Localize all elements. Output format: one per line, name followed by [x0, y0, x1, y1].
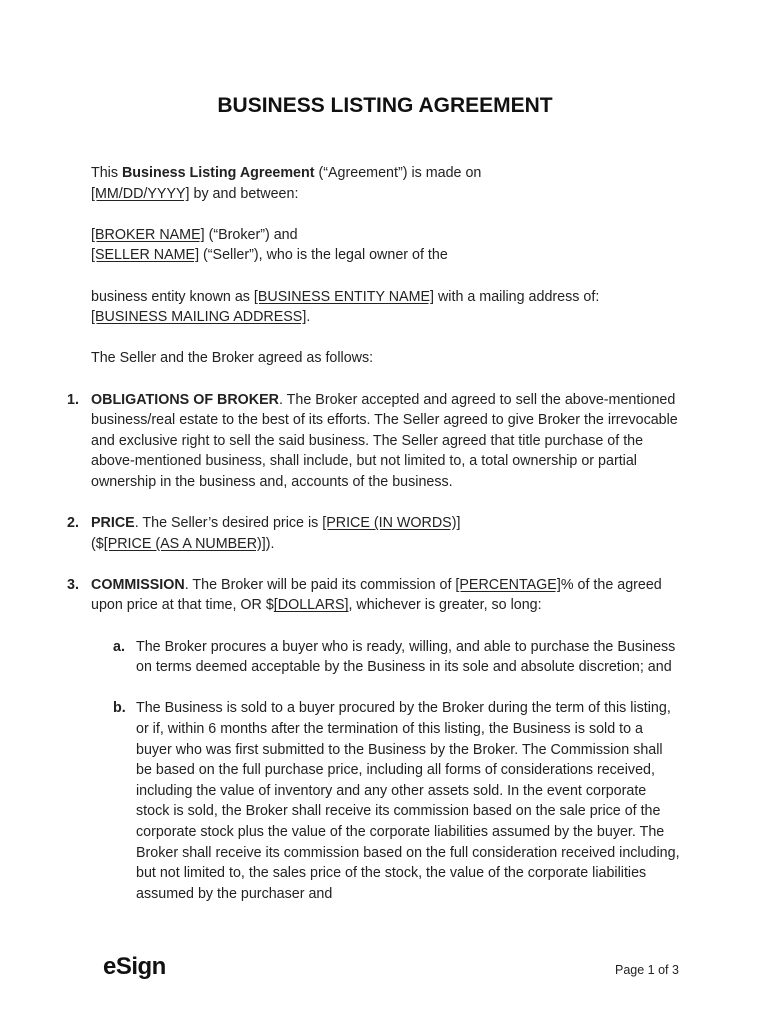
- section-obligations: [67, 390, 681, 493]
- section-heading: PRICE: [91, 515, 135, 532]
- business-entity-name-field[interactable]: [BUSINESS ENTITY NAME]: [253, 288, 434, 305]
- section-price: [67, 513, 681, 554]
- section-number: 2.: [67, 515, 79, 532]
- section-text: , whichever is greater, so long:: [348, 597, 542, 614]
- agreement-name: Business Listing Agreement: [121, 165, 315, 181]
- section-text: . The Broker will be paid its commission of: [184, 576, 456, 593]
- price-number-field[interactable]: [PRICE (AS A NUMBER)]: [103, 535, 266, 552]
- section-heading: OBLIGATIONS OF BROKER: [91, 391, 279, 408]
- price-words-field[interactable]: [PRICE (IN WORDS)]: [322, 515, 461, 532]
- document-body: [67, 163, 681, 925]
- intro-text: by and between:: [189, 185, 299, 202]
- document-title: BUSINESS LISTING AGREEMENT: [217, 94, 553, 117]
- section-text: ).: [265, 535, 275, 552]
- commission-clause-a: [113, 637, 681, 678]
- parties-paragraph: [91, 225, 681, 266]
- clause-text: The Business is sold to a buyer procured by the Broker during the term of this listing, or if, within 6 months after the termination of this listing, the Business is sold to a buyer who was first submitted to the Business by the Broker. The Commission shall be based on the full purchase price, including all forms of considerations received, including the value of inventory and any other assets sold. In the event corporate stock is sold, the Broker shall receive its commission based on the sale price of the corporate stock plus the value of the corporate liabilities assumed by the buyer. The Broker shall receive its commission based on the full consideration received including, but not limited to, the sales price of the stock, the value of the corporate liabilities assumed by the purchaser and: [136, 700, 680, 902]
- esign-logo: eSign: [103, 953, 166, 980]
- seller-text: (“Seller”), who is the legal owner of the: [199, 247, 448, 264]
- section-commission: [67, 575, 681, 616]
- section-text: % of the agreed upon price at that time, OR $: [91, 576, 662, 614]
- clause-text: The Broker procures a buyer who is ready, willing, and able to purchase the Business on terms deemed acceptable by the Business in its sole and absolute discretion; and: [136, 638, 676, 676]
- section-number: 1.: [67, 391, 79, 408]
- section-heading: COMMISSION: [91, 576, 185, 593]
- percentage-field[interactable]: [PERCENTAGE]: [455, 576, 561, 593]
- agreed-paragraph: The Seller and the Broker agreed as follows:: [91, 350, 374, 367]
- entity-text: with a mailing address of:: [434, 288, 600, 305]
- intro-paragraph: [91, 163, 681, 204]
- broker-name-field[interactable]: [BROKER NAME]: [91, 226, 205, 243]
- dollars-field[interactable]: [DOLLARS]: [273, 597, 349, 614]
- clause-label: b.: [113, 700, 126, 717]
- seller-name-field[interactable]: [SELLER NAME]: [91, 247, 200, 264]
- commission-clause-b: [113, 698, 681, 904]
- section-text: . The Broker accepted and agreed to sell the above-mentioned business/real estate to the best of its efforts. The Seller agreed to give Broker the irrevocable and exclusive right to sell the said business. The Seller agreed that title purchase of the above-mentioned business, shall include, but not limited to, a total ownership or partial ownership in the business and, accounts of the business.: [91, 391, 678, 490]
- entity-text: .: [306, 309, 311, 326]
- broker-text: (“Broker”) and: [204, 226, 298, 243]
- section-text: ($: [91, 535, 104, 552]
- date-field[interactable]: [MM/DD/YYYY]: [91, 185, 190, 202]
- page-number: Page 1 of 3: [615, 963, 679, 977]
- intro-text: This: [91, 165, 122, 181]
- business-mailing-address-field[interactable]: [BUSINESS MAILING ADDRESS]: [91, 309, 307, 326]
- clause-label: a.: [113, 638, 125, 655]
- entity-paragraph: [91, 287, 681, 328]
- section-text: . The Seller’s desired price is: [134, 515, 323, 532]
- intro-text: (“Agreement”) is made on: [314, 165, 482, 181]
- entity-text: business entity known as: [91, 288, 254, 305]
- section-number: 3.: [67, 576, 79, 593]
